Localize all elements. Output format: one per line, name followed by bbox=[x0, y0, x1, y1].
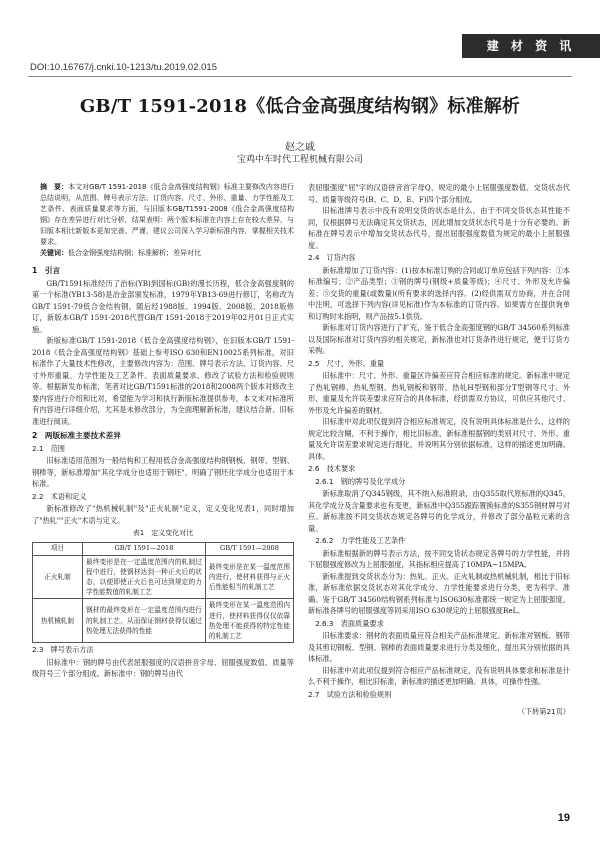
paragraph: GB/T1591标准经历了治标(YB)到国标(GB)的漫长历程，低合金高强度钢的第一个标准(YB13-58)是冶金部颁发标准，1979年YB13-69进行修订，名称改为GB/T 1591-79低合金结构钢，随后经1988版、1994版、2008版、2018版修订，新版本GB/T 1591-2018代替GB/T 1591-2018于2019年02月01日正式实施。 bbox=[32, 278, 294, 334]
keywords-text: 低合金钢强度结构钢；标准解析；差异对比 bbox=[68, 249, 201, 257]
author: 赵之戚 bbox=[285, 142, 315, 153]
doi: DOI:10.16767/j.cnki.10-1213/tu.2019.02.015 bbox=[30, 62, 217, 73]
abstract-label: 摘 要： bbox=[40, 183, 69, 191]
paragraph: 新标准修改了"热机械轧制"及"正火轧制"定义，定义变化见表1，同时增加了"热轧""正火"术语与定义。 bbox=[32, 504, 294, 525]
heading-chemistry: 2.6.1 钢的牌号及化学成分 bbox=[315, 476, 406, 486]
table-row bbox=[33, 599, 294, 643]
table-cell: 最终变形在某一温度范围内进行，使材料获得仅仅依靠热处理不能获得的特定性能的轧制工艺 bbox=[205, 599, 293, 643]
section-tab: 建 材 资 讯 bbox=[462, 34, 600, 58]
heading-differences: 2 两版标准主要技术差异 bbox=[32, 431, 121, 440]
table-row bbox=[33, 555, 294, 599]
table-caption: 表1 定义变化对比 bbox=[132, 529, 194, 537]
right-column bbox=[308, 182, 570, 718]
heading-ordering: 2.4 订货内容 bbox=[308, 253, 356, 262]
paragraph: 新标准取消了Q345钢级，其不纳入标准附录，由Q355取代原标准的Q345，其化学成分及含量要求也有变更，新标准中Q355跟踪置换标准的S355钢材牌号对应。新标准按不同交货状态规定各牌号的化学成分，并修改了部分晶粒元素的含量。 bbox=[308, 489, 570, 533]
paragraph: 新标准对订货内容进行了扩充，鉴于低合金高强度钢的GB/T 34560系列标准以及国际标准对订货内容的相关规定，新标准也对订货条件进行规定，便于订货方采购。 bbox=[308, 323, 570, 355]
table-header: 项目 bbox=[33, 542, 83, 555]
table-header: GB/T 1591—2008 bbox=[205, 542, 293, 555]
article-title: GB/T 1591-2018《低合金高强度结构钢》标准解析 bbox=[79, 96, 521, 117]
paragraph: 旧标准中：尺寸、外形、重量区许偏差应符合相应标准的规定。新标准中规定了热轧钢棒、热轧型钢、热轧钢板和钢带、热轧H型钢和部分T型钢等尺寸、外形、重量及允许误差要求应符合的具体标准，经供需双方协议，可供应其他尺寸、外形及允许偏差的钢材。 bbox=[308, 371, 570, 415]
table-header: GB/T 1591—2018 bbox=[83, 542, 206, 555]
affiliation: 宝鸡中车时代工程机械有限公司 bbox=[236, 155, 363, 165]
page-number: 19 bbox=[557, 812, 570, 824]
table-cell: 最终变形是在一定温度范围内的轧制过程中进行，使钢材达到一种正火后的状态，以便即使正火后也可达到规定的力学性能数值的轧制工艺 bbox=[83, 555, 206, 599]
paragraph: 新标准根据新的牌号表示方法，按不同交货状态规定各牌号的力学性能，并将下屈服强度修改为上屈服强度，其指标相应提高了10MPA~15MPA。 bbox=[308, 548, 570, 569]
keywords bbox=[32, 248, 294, 259]
heading-surface: 2.6.3 表面质量要求 bbox=[315, 618, 384, 628]
heading-terms: 2.2 术语和定义 bbox=[32, 491, 87, 501]
paragraph: 新版标准GB/T 1591-2018《低合金高强度结构钢》，在旧版本GB/T 1591-2018《低合金高强度结构钢》基础上参考ISO 630和EN10025系列标准，对旧标准作了大量技术性修改，主要修改内容为：范围、牌号表示方法、订货内容、尺寸外形重量、力学性能及工艺条件、表面质量要求、修改了试验方法和检验规则等。根据新发布标准，笔者对比GB/T1591标准的2018和2008两个版本对修改主要内容进行介绍和比对，希望能为学习和执行新版标准提供参考，本文未对标准所有内容进行详细介绍，尤其是未修改部分，为全面理解新标准，建议结合新、旧标准进行阅读。 bbox=[32, 336, 294, 426]
paragraph: 旧标准中对此项仅提到符合相应标准规定，没有说明具体标准是什么，这样的规定比较含糊，不利于操作，相比旧标准，新标准根据钢的类别对尺寸、外形、重量及允许误差要求规定进行细化，并说明其分别依据标准，这样的描述更加明确、具体。 bbox=[308, 417, 570, 461]
definition-table bbox=[32, 542, 294, 644]
heading-scope: 2.1 范围 bbox=[32, 443, 65, 453]
paragraph: 新标准增加了订货内容：(1)按本标准订购的合同或订单应包括下列内容：①本标准编号；②产品类型；③钢的牌号(钢级+质量等级)；④尺寸、外形及允许偏差；⑤交货的重量(或数量)(所有要求的选择内容。(2)经供需双方协商，并在合同中注明，可选择下列内容(详见标准)作为本标准的订货内容。如果需方在提供询单和订购时未指明，则产品按5.1供货。 bbox=[308, 265, 570, 321]
heading-technical: 2.6 技术要求 bbox=[308, 464, 356, 473]
paragraph: 新标准提到交货状态分为：热轧、正火、正火轧制或热机械轧制，相比于旧标准，新标准依据交货状态对其化学成分、力学性能要求进行分类，更为科学、准确。鉴于GB/T 34560结构钢系列标准与ISO630标准都统一规定为上屈服强度，新标准各牌号的屈服强度等同采用ISO 630规定的上屈服强度ReL。 bbox=[308, 571, 570, 615]
header-rule bbox=[28, 76, 572, 77]
table-cell: 钢材的最终变形在一定温度范围内进行的轧制工艺，从而保证钢材获得仅通过热处理无法获得的性能 bbox=[83, 599, 206, 643]
paragraph: 旧标准牌号表示中没有说明交货的状态是什么，由于不同交货状态其性能不同，仅根据牌号无法确定其交货状态，因此增加交货状态代号是十分有必要的。新标准在牌号表示中增加交货状态代号，提出屈服强度数值为规定的最小上屈服强度。 bbox=[308, 206, 570, 250]
heading-mechanical: 2.6.2 力学性能及工艺条件 bbox=[315, 536, 406, 545]
abstract-text: 本文对GB/T 1591-2018《低合金高强度结构钢》标准主要修改内容进行总结说明，从范围、牌号表示方法、订货内容、尺寸、外形、重量、力学性能及工艺条件、表面质量要求等方面，与旧版本GB/T1591-2008《低合金高强度结构钢》存在差异进行对比分析，结果表明：两个版本标准在内容上存在较大差异，与旧版本相比新版本更加完善、严谨，建议公司深入学习新标准内容，掌握相关技术要求。 bbox=[40, 183, 294, 246]
heading-test-methods: 2.7 试验方法和检验规则 bbox=[308, 689, 392, 699]
heading-intro: 1 引言 bbox=[32, 266, 61, 275]
paragraph: 表屈服强度"屈"字的汉语拼音首字母Q、规定的最小上屈服强度数值、交货状态代号、质量等级符号(B、C、D、E、F)四个部分组成。 bbox=[308, 183, 570, 204]
table-cell: 正火轧制 bbox=[33, 555, 83, 599]
paragraph: 旧标准中对此项仅提到符合相应产品标准规定，没有说明具体要求和标准是什么不利于操作，相比旧标准，新标准的描述更加明确、具体，可操作性强。 bbox=[308, 665, 570, 686]
paragraph: 旧标准中：钢的牌号由代表屈服强度的汉语拼音字母、屈服强度数值、质量等级符号三个部分组成。新标准中：钢的牌号由代 bbox=[32, 657, 294, 679]
paragraph: 旧标准适用范围为一般结构和工程用低合金高强度结构钢钢板、钢带、型钢、钢棒等，新标准增加"其化学成分也适用于钢坯"，明确了钢坯化学成分也适用于本标准。 bbox=[32, 456, 294, 488]
heading-dimensions: 2.5 尺寸、外形、重量 bbox=[308, 358, 385, 368]
left-column bbox=[32, 182, 294, 680]
table-cell: 热机械轧制 bbox=[33, 599, 83, 643]
abstract bbox=[32, 182, 294, 248]
keywords-label: 关键词： bbox=[40, 249, 68, 257]
paragraph: 旧标准要求：钢材的表面质量应符合相关产品标准规定。新标准对钢板、钢带及其剪切钢板、型钢、钢棒的表面质量要求进行分类及细化，提出其分别依据的具体标准。 bbox=[308, 631, 570, 663]
heading-grade-designation: 2.3 牌号表示方法 bbox=[32, 645, 94, 655]
continued-note: （下转第21页） bbox=[517, 707, 570, 716]
table-cell: 最终变形是在某一温度范围内进行，使材料获得与正火后性能相当的轧制工艺 bbox=[205, 555, 293, 599]
